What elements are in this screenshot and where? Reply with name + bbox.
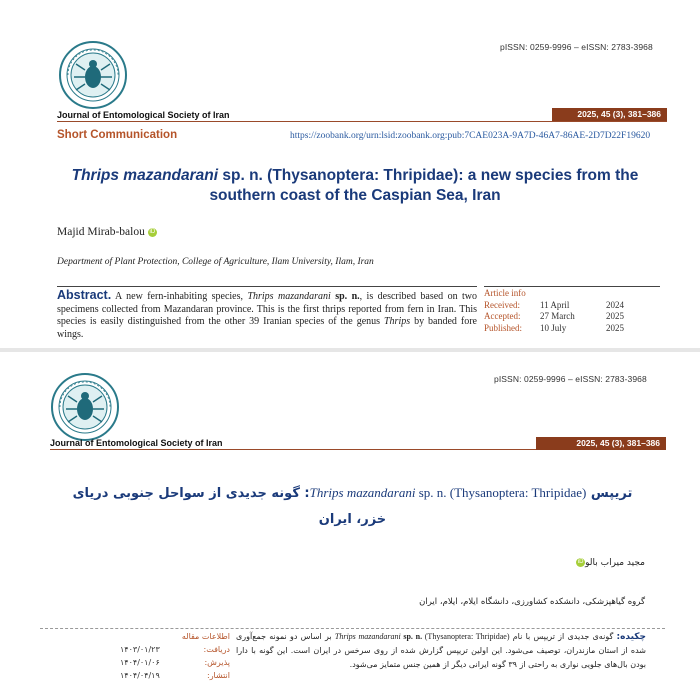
journal-name: Journal of Entomological Society of Iran	[57, 110, 230, 120]
persian-article-title: تریپس Thrips mazandarani sp. n. (Thysanoptera: Thripidae): گونه جدیدی از سواحل جنوبی دریای خزر، ایران	[40, 480, 665, 533]
abstract-text: Abstract. A new fern-inhabiting species, Thrips mazandarani sp. n., is described based on two specimens collected from Mazandaran province. This is the first thrips reported from fern in Iran. This species is easily distinguished from the other 39 Iranian species of the genus Thrips by banded fore wings.	[57, 288, 477, 340]
journal-logo-icon	[58, 40, 128, 110]
persian-abstract: چکیده: گونه‌ی جدیدی از تریپس با نام Thrips mazandarani sp. n. (Thysanoptera: Thripidae) بر اساس دو نمونه جمع‌آوری شده از استان مازندران، توصیف می‌شود. این اولین تریپس گزارش شده از روی سرخس در ایران است. این گونه با دارا بودن بال‌های جلویی نواری به راحتی از ۳۹ گونه ایرانی دیگر از همین جنس متمایز می‌شود.	[236, 632, 647, 669]
article-title	[30, 166, 680, 206]
persian-title-line-2: خزر، ایران	[318, 512, 387, 527]
persian-article-info	[120, 630, 230, 682]
affiliation: Department of Plant Protection, College of Agriculture, Ilam University, Ilam, Iran	[57, 257, 374, 267]
persian-published-row: انتشار: ۱۴۰۴/۰۴/۱۹	[120, 671, 230, 680]
zoobank-link[interactable]: https://zoobank.org/urn:lsid:zoobank.org:pub:7CAE023A-9A7D-46A7-86AE-2D7D22F19620	[290, 131, 651, 141]
persian-author	[400, 558, 645, 568]
issn-line: pISSN: 0259-9996 – eISSN: 2783-3968	[494, 374, 647, 384]
persian-affiliation: گروه گیاهپزشکی، دانشکده کشاورزی، دانشگاه ایلام، ایلام، ایران	[419, 597, 645, 607]
orcid-icon[interactable]: iD	[577, 559, 584, 565]
persian-received-row: دریافت: ۱۴۰۳/۰۱/۲۳	[120, 645, 230, 654]
persian-accepted-row: پذیرش: ۱۴۰۴/۰۱/۰۶	[120, 658, 230, 667]
received-row: Received: 11 April 2024	[484, 299, 624, 310]
persian-author-name[interactable]: مجید میراب بالو	[585, 558, 645, 568]
journal-logo-icon	[50, 372, 120, 442]
abstract-lead: Abstract.	[57, 288, 112, 302]
section-label: Short Communication	[57, 129, 178, 141]
title-species: Thrips mazandarani	[71, 167, 219, 184]
article-info	[484, 286, 660, 334]
header-rule	[57, 121, 667, 122]
author-name[interactable]: Majid Mirab-balou	[57, 226, 145, 238]
author	[57, 226, 157, 238]
accepted-row: Accepted: 27 March 2025	[484, 311, 624, 321]
persian-info-title: اطلاعات مقاله	[181, 632, 230, 641]
title-part-1: sp. n. (Thysanoptera: Thripidae): a new species from the	[218, 167, 639, 184]
issn-line: pISSN: 0259-9996 – eISSN: 2783-3968	[500, 42, 653, 52]
abstract-box	[57, 286, 477, 341]
orcid-icon[interactable]: iD	[149, 228, 156, 235]
english-article-header	[0, 0, 700, 348]
abstract-rule	[40, 628, 665, 629]
volume-badge: 2025, 45 (3), 381–386	[536, 437, 666, 450]
journal-name: Journal of Entomological Society of Iran	[50, 438, 223, 448]
published-row: Published: 10 July 2025	[484, 322, 624, 333]
persian-article-header	[0, 352, 700, 700]
info-title: Article info	[484, 288, 526, 298]
volume-badge: 2025, 45 (3), 381–386	[552, 108, 667, 121]
title-part-2: southern coast of the Caspian Sea, Iran	[209, 187, 501, 204]
